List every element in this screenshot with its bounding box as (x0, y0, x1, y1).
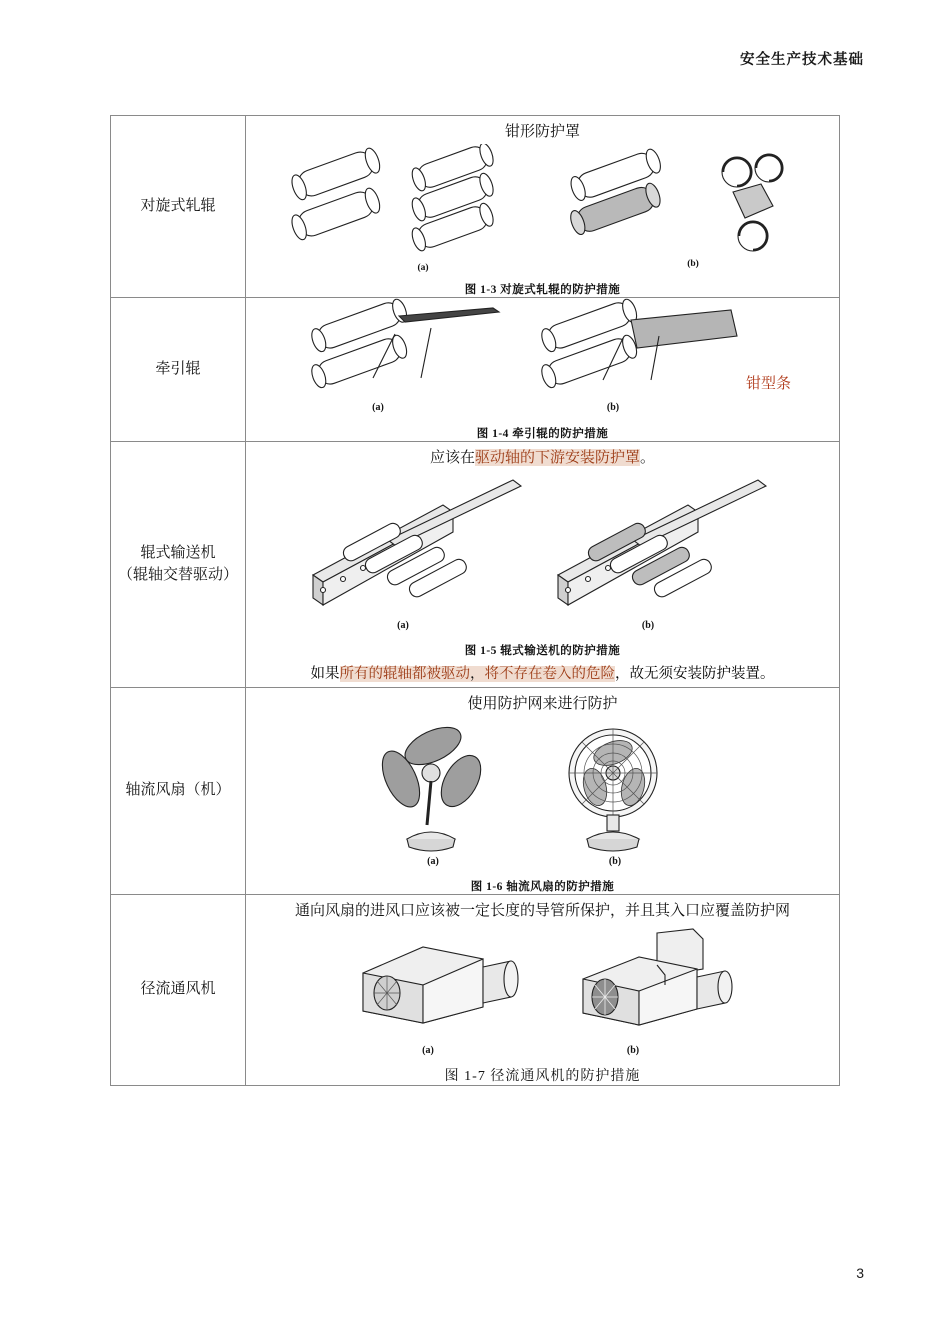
title-prefix: 应该在 (429, 449, 475, 466)
row-label-roller-conveyor (111, 442, 246, 688)
figure-1-6-art (333, 716, 753, 876)
row-title (246, 446, 839, 470)
svg-text:(a): (a) (396, 620, 409, 631)
table-row (111, 298, 840, 442)
page-header: 安全生产技术基础 (740, 52, 864, 68)
svg-text:(b): (b) (608, 855, 621, 867)
note-highlight-2: 将不存在卷入的危险 (484, 666, 615, 682)
figure-1-3 (246, 144, 839, 279)
row-label-pull-rolls: 牵引辊 (111, 298, 246, 442)
svg-text:(a): (a) (426, 855, 439, 867)
row-label-line1: 辊式输送机 (140, 543, 216, 561)
svg-text:(b): (b) (626, 1044, 639, 1056)
svg-text:(b): (b) (606, 402, 619, 413)
table-row (111, 116, 840, 298)
figure-caption: 图 1-4 牵引辊的防护措施 (476, 428, 609, 440)
figure-1-4-art (283, 298, 803, 423)
row-content-axial-fan (246, 687, 840, 894)
figure-1-5 (246, 470, 839, 640)
figure-1-7 (246, 923, 839, 1063)
table-row (111, 442, 840, 688)
svg-text:(a): (a) (416, 263, 429, 273)
row-content-radial-fan (246, 894, 840, 1085)
note-prefix: 如果 (310, 666, 340, 682)
row-label-line2: （辊轴交替驱动） (117, 566, 238, 584)
row-title: 通向风扇的进风口应该被一定长度的导管所保护，并且其入口应覆盖防护网 (294, 901, 790, 919)
row-title: 钳形防护罩 (504, 123, 580, 140)
figure-caption: 图 1-6 轴流风扇的防护措施 (470, 880, 615, 893)
callout-pincer-bar: 钳型条 (745, 375, 791, 392)
row-content-roller-conveyor (246, 442, 840, 688)
svg-text:(b): (b) (686, 259, 699, 269)
row-label-axial-fan: 轴流风扇（机） (111, 687, 246, 894)
page-number: 3 (856, 1265, 864, 1281)
figure-1-7-art (313, 923, 773, 1063)
row-content-pull-rolls (246, 298, 840, 442)
title-suffix: 。 (640, 449, 656, 466)
table-row (111, 894, 840, 1085)
figure-caption: 图 1-5 辊式输送机的防护措施 (464, 645, 621, 657)
row-label-radial-fan: 径流通风机 (111, 894, 246, 1085)
note-mid: ， (470, 666, 485, 682)
title-highlight: 驱动轴的下游安装防护罩 (474, 449, 640, 466)
figure-1-5-art (283, 470, 803, 640)
svg-text:(a): (a) (421, 1044, 434, 1056)
figure-1-3-art (263, 144, 823, 279)
row-note (246, 662, 839, 687)
row-title: 使用防护网来进行防护 (467, 694, 618, 712)
table-row (111, 687, 840, 894)
row-content-counter-rotating-rolls (246, 116, 840, 298)
svg-text:(a): (a) (371, 402, 384, 413)
svg-text:(b): (b) (641, 620, 654, 631)
figure-caption: 图 1-7 径流通风机的防护措施 (444, 1068, 641, 1084)
row-label-counter-rotating-rolls: 对旋式轧辊 (111, 116, 246, 298)
protection-measures-table (110, 115, 840, 1086)
figure-1-6 (246, 716, 839, 876)
note-highlight-1: 所有的辊轴都被驱动 (339, 666, 470, 682)
figure-caption: 图 1-3 对旋式轧辊的防护措施 (464, 284, 621, 296)
figure-1-4 (246, 298, 839, 423)
note-suffix: ，故无须安装防护装置。 (615, 666, 775, 682)
